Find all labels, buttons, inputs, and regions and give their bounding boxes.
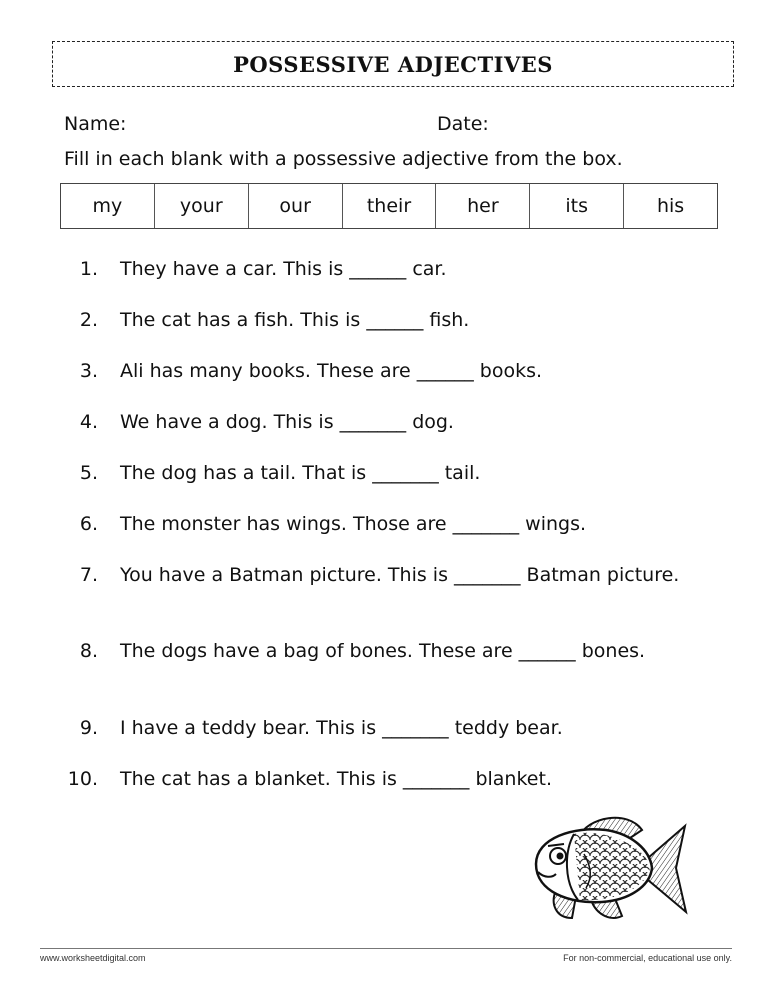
question-text: The dog has a tail. That is _______ tail.: [120, 462, 481, 484]
question-item: [56, 410, 716, 435]
word-bank-item: my: [61, 184, 155, 228]
question-number: 10.: [67, 768, 98, 790]
date-label: Date:: [437, 113, 489, 135]
question-text: They have a car. This is ______ car.: [120, 258, 447, 280]
word-bank: [60, 183, 718, 229]
question-text: The cat has a fish. This is ______ fish.: [120, 309, 470, 331]
question-text: You have a Batman picture. This is _______ Batman picture.: [120, 564, 680, 586]
question-text: Ali has many books. These are ______ books.: [120, 360, 543, 382]
title-box: [52, 41, 734, 87]
question-number: 1.: [79, 258, 98, 280]
footer-divider: [40, 948, 732, 949]
question-text: The monster has wings. Those are _______ wings.: [120, 513, 587, 535]
question-number: 5.: [79, 462, 98, 484]
question-number: 4.: [79, 411, 98, 433]
footer-website: www.worksheetdigital.com: [40, 953, 146, 963]
question-number: 6.: [79, 513, 98, 535]
question-text: We have a dog. This is _______ dog.: [120, 411, 454, 433]
question-item: [56, 359, 716, 384]
question-number: 3.: [79, 360, 98, 382]
question-item: [56, 257, 716, 282]
instructions: Fill in each blank with a possessive adjective from the box.: [64, 148, 623, 170]
question-item: [56, 512, 716, 537]
question-item: [56, 461, 716, 486]
question-text: The cat has a blanket. This is _______ blanket.: [120, 768, 552, 790]
question-text: The dogs have a bag of bones. These are ______ bones.: [120, 640, 646, 662]
footer-notice: For non-commercial, educational use only.: [563, 953, 732, 963]
question-number: 7.: [79, 564, 98, 586]
word-bank-item: your: [155, 184, 249, 228]
name-label: Name:: [64, 113, 127, 135]
question-item: [56, 767, 716, 792]
question-item: [56, 716, 716, 741]
word-bank-item: her: [436, 184, 530, 228]
question-item: [56, 639, 716, 664]
fish-icon: [530, 808, 690, 926]
word-bank-item: its: [530, 184, 624, 228]
question-item: [56, 308, 716, 333]
page-title: POSSESSIVE ADJECTIVES: [233, 51, 553, 77]
word-bank-item: our: [249, 184, 343, 228]
question-text: I have a teddy bear. This is _______ teddy bear.: [120, 717, 563, 739]
word-bank-item: his: [656, 195, 685, 217]
question-item: [56, 563, 716, 588]
question-number: 8.: [79, 640, 98, 662]
word-bank-item: their: [343, 184, 437, 228]
question-number: 9.: [79, 717, 98, 739]
question-number: 2.: [79, 309, 98, 331]
